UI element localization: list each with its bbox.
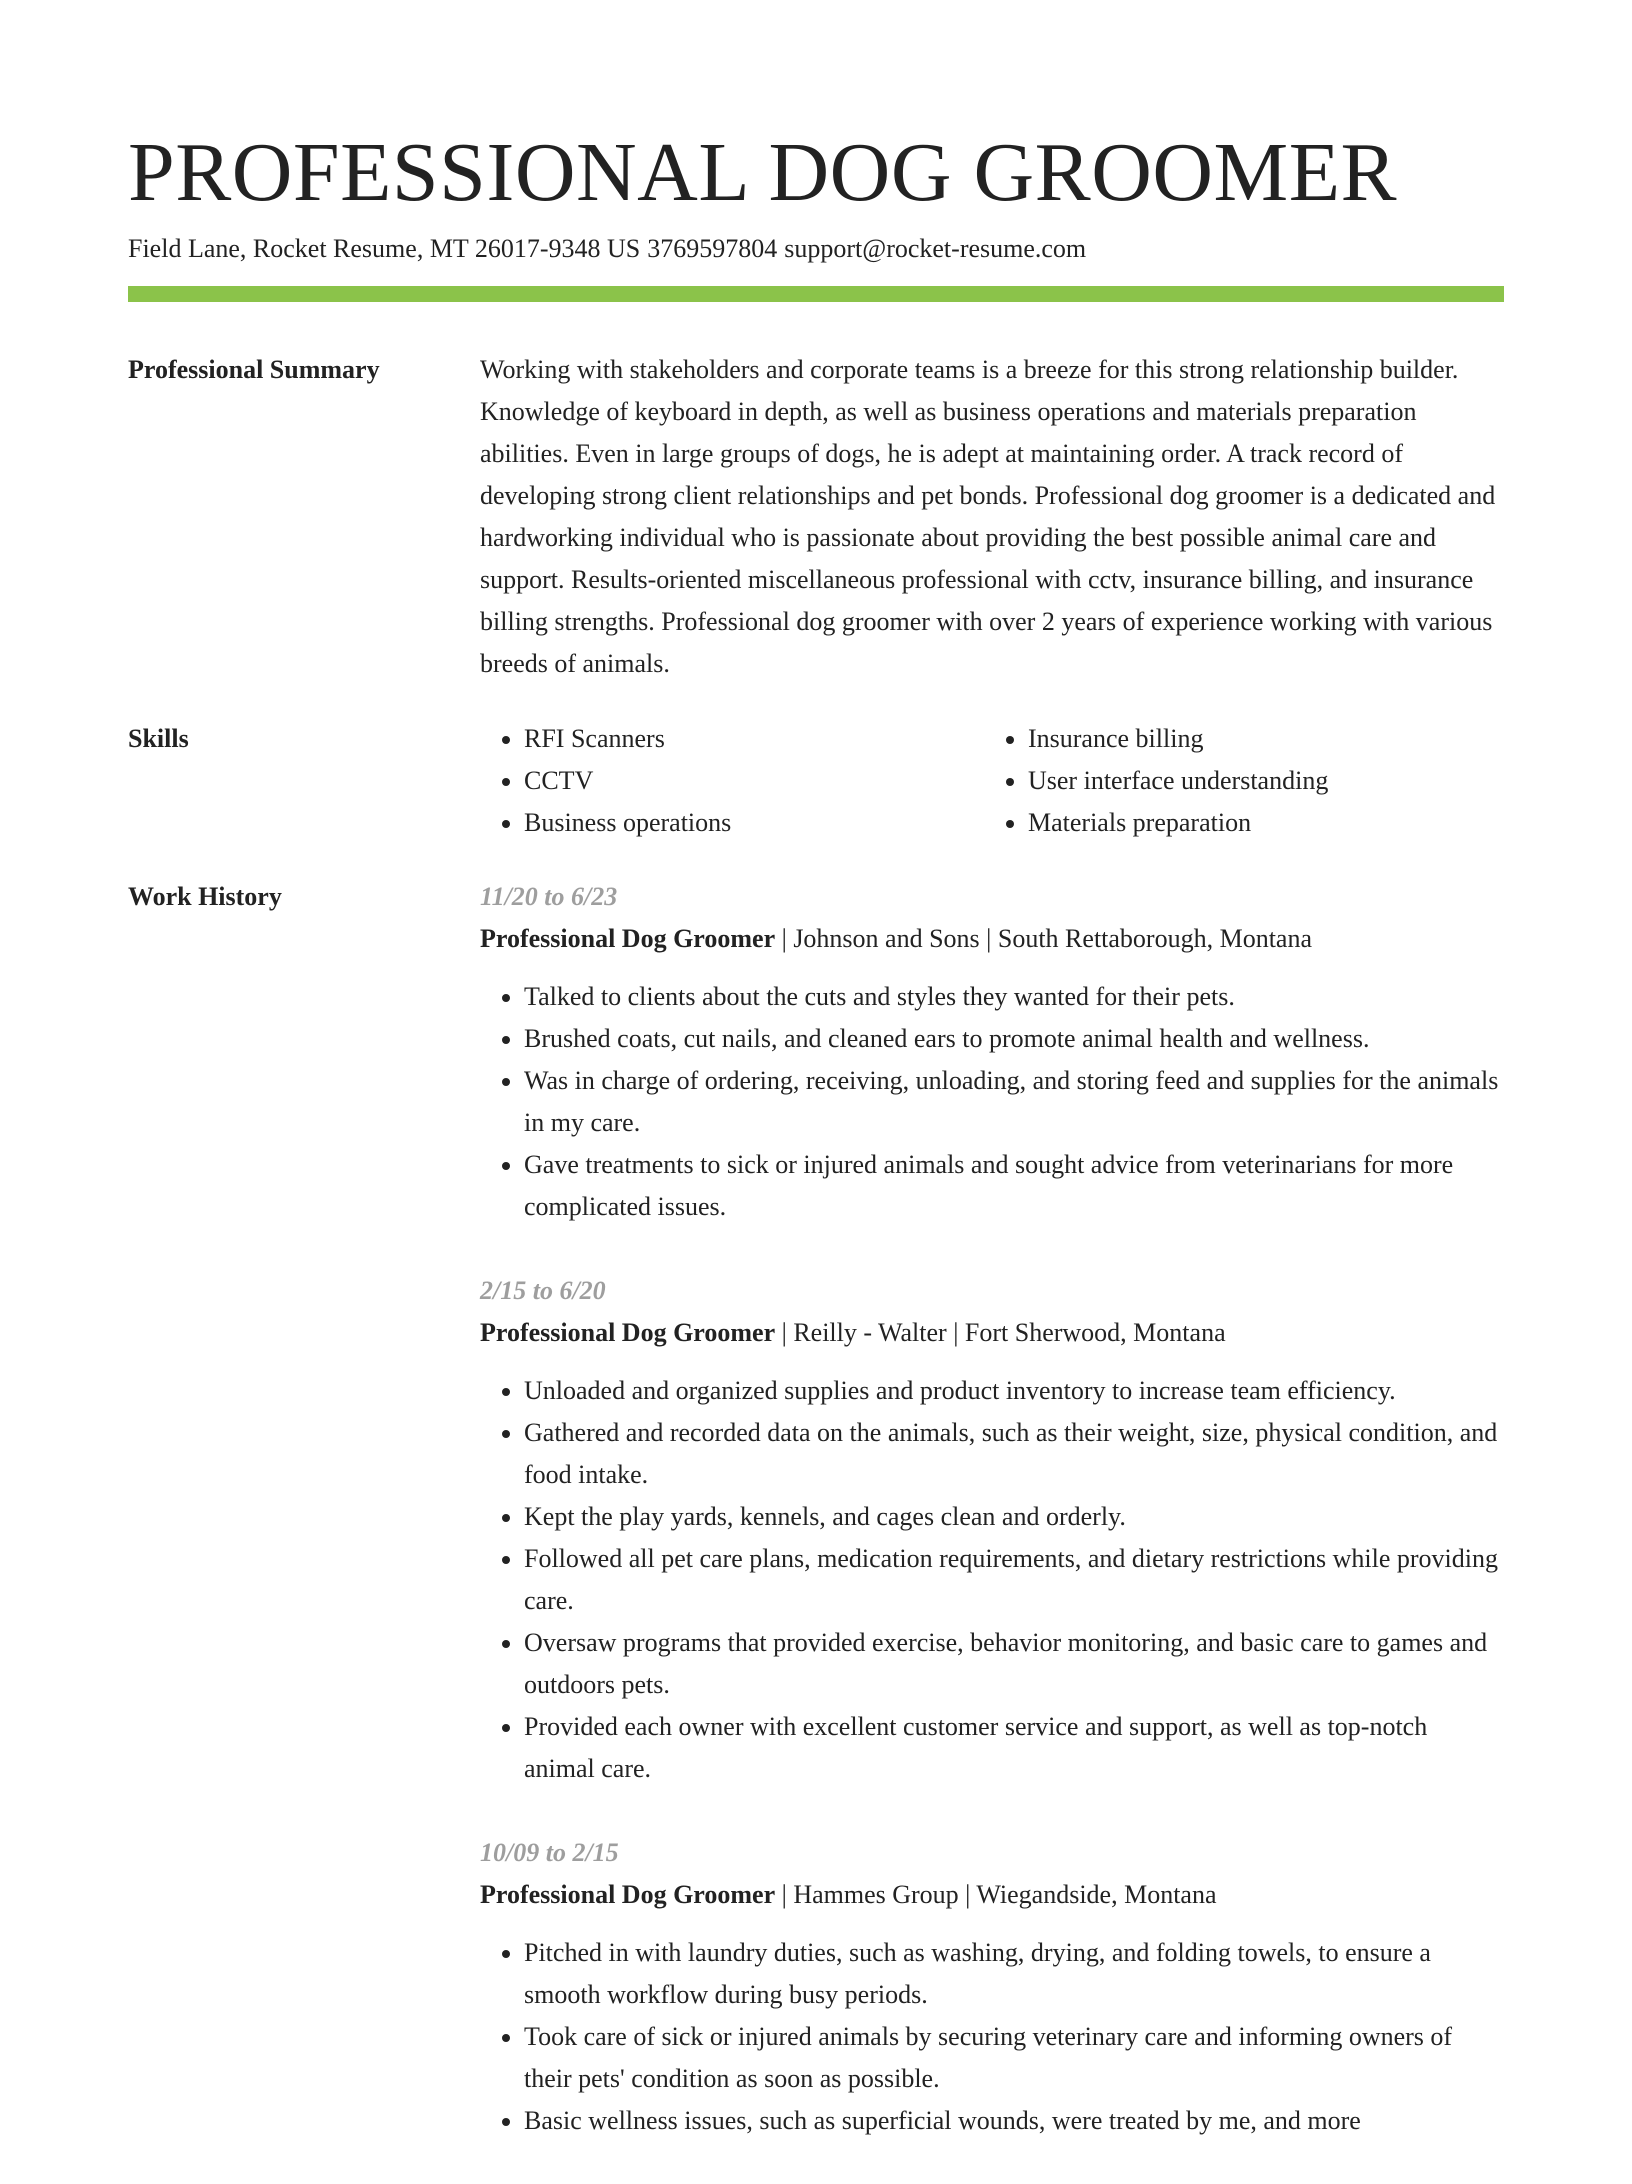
job-bullet: • Oversaw programs that provided exercise, behavior monitoring, and basic care to games and outdoors pets. xyxy=(524,1622,1504,1706)
job-role: Professional Dog Groomer xyxy=(480,1318,776,1347)
job-bullet: • Basic wellness issues, such as superficial wounds, were treated by me, and more xyxy=(524,2100,1504,2142)
skills-list-left xyxy=(480,718,984,844)
job-bullets xyxy=(480,976,1504,1228)
accent-divider xyxy=(128,286,1504,302)
job-bullet: • Kept the play yards, kennels, and cages clean and orderly. xyxy=(524,1496,1504,1538)
job-bullet: • Was in charge of ordering, receiving, unloading, and storing feed and supplies for the animals in my care. xyxy=(524,1060,1504,1144)
job-bullet: • Provided each owner with excellent customer service and support, as well as top-notch animal care. xyxy=(524,1706,1504,1790)
job-employer: | Johnson and Sons | South Rettaborough, Montana xyxy=(775,924,1313,953)
job-date: 10/09 to 2/15 xyxy=(480,1838,619,1867)
resume-title: PROFESSIONAL DOG GROOMER xyxy=(128,126,1398,219)
skill-item: • User interface understanding xyxy=(1028,760,1488,802)
job-bullets xyxy=(480,1932,1504,2142)
job-bullet: • Gave treatments to sick or injured animals and sought advice from veterinarians for more complicated issues. xyxy=(524,1144,1504,1228)
contact-address: Field Lane, Rocket Resume, MT 26017-9348 US xyxy=(128,234,641,263)
skills-heading: Skills xyxy=(128,724,189,753)
skills-body xyxy=(480,718,1504,844)
job-bullet: • Brushed coats, cut nails, and cleaned ears to promote animal health and wellness. xyxy=(524,1018,1504,1060)
job-bullet: • Pitched in with laundry duties, such as washing, drying, and folding towels, to ensure a smooth workflow during busy periods. xyxy=(524,1932,1504,2016)
job-title-line xyxy=(480,918,1504,960)
skill-item: • RFI Scanners xyxy=(524,718,984,760)
skill-item: • Business operations xyxy=(524,802,984,844)
job-date: 11/20 to 6/23 xyxy=(480,882,618,911)
skill-item: • CCTV xyxy=(524,760,984,802)
job-bullet: • Unloaded and organized supplies and product inventory to increase team efficiency. xyxy=(524,1370,1504,1412)
job-employer: | Reilly - Walter | Fort Sherwood, Montana xyxy=(775,1318,1226,1347)
skills-list-right xyxy=(984,718,1488,844)
skill-item: • Insurance billing xyxy=(1028,718,1488,760)
summary-body xyxy=(480,349,1504,685)
contact-email[interactable]: support@rocket-resume.com xyxy=(784,234,1087,263)
skills-columns xyxy=(480,718,1504,844)
job-role: Professional Dog Groomer xyxy=(480,1880,776,1909)
job-bullet: • Gathered and recorded data on the animals, such as their weight, size, physical condition, and food intake. xyxy=(524,1412,1504,1496)
job-title-line xyxy=(480,1874,1504,1916)
summary-heading: Professional Summary xyxy=(128,355,380,384)
summary-text: Working with stakeholders and corporate teams is a breeze for this strong relationship builder. Knowledge of keyboard in depth, as well as business operations and materials preparation abilities. Even in large groups of dogs, he is adept at maintaining order. A track record of developing strong client relationships and pet bonds. Professional dog groomer is a dedicated and hardworking individual who is passionate about providing the best possible animal care and support. Results-oriented miscellaneous professional with cctv, insurance billing, and insurance billing strengths. Professional dog groomer with over 2 years of experience working with various breeds of animals. xyxy=(480,355,1496,678)
job-bullet: • Took care of sick or injured animals by securing veterinary care and informing owners of their pets' condition as soon as possible. xyxy=(524,2016,1504,2100)
work-heading: Work History xyxy=(128,882,282,911)
job-entry xyxy=(480,1270,1504,1790)
work-body xyxy=(480,876,1504,2184)
skill-item: • Materials preparation xyxy=(1028,802,1488,844)
contact-phone: 3769597804 xyxy=(647,234,778,263)
job-title-line xyxy=(480,1312,1504,1354)
job-date: 2/15 to 6/20 xyxy=(480,1276,606,1305)
job-employer: | Hammes Group | Wiegandside, Montana xyxy=(775,1880,1217,1909)
job-bullet: • Followed all pet care plans, medication requirements, and dietary restrictions while providing care. xyxy=(524,1538,1504,1622)
job-role: Professional Dog Groomer xyxy=(480,924,776,953)
job-bullets xyxy=(480,1370,1504,1790)
job-entry xyxy=(480,1832,1504,2142)
job-entry xyxy=(480,876,1504,1228)
job-bullet: • Talked to clients about the cuts and styles they wanted for their pets. xyxy=(524,976,1504,1018)
contact-line xyxy=(128,231,1086,267)
